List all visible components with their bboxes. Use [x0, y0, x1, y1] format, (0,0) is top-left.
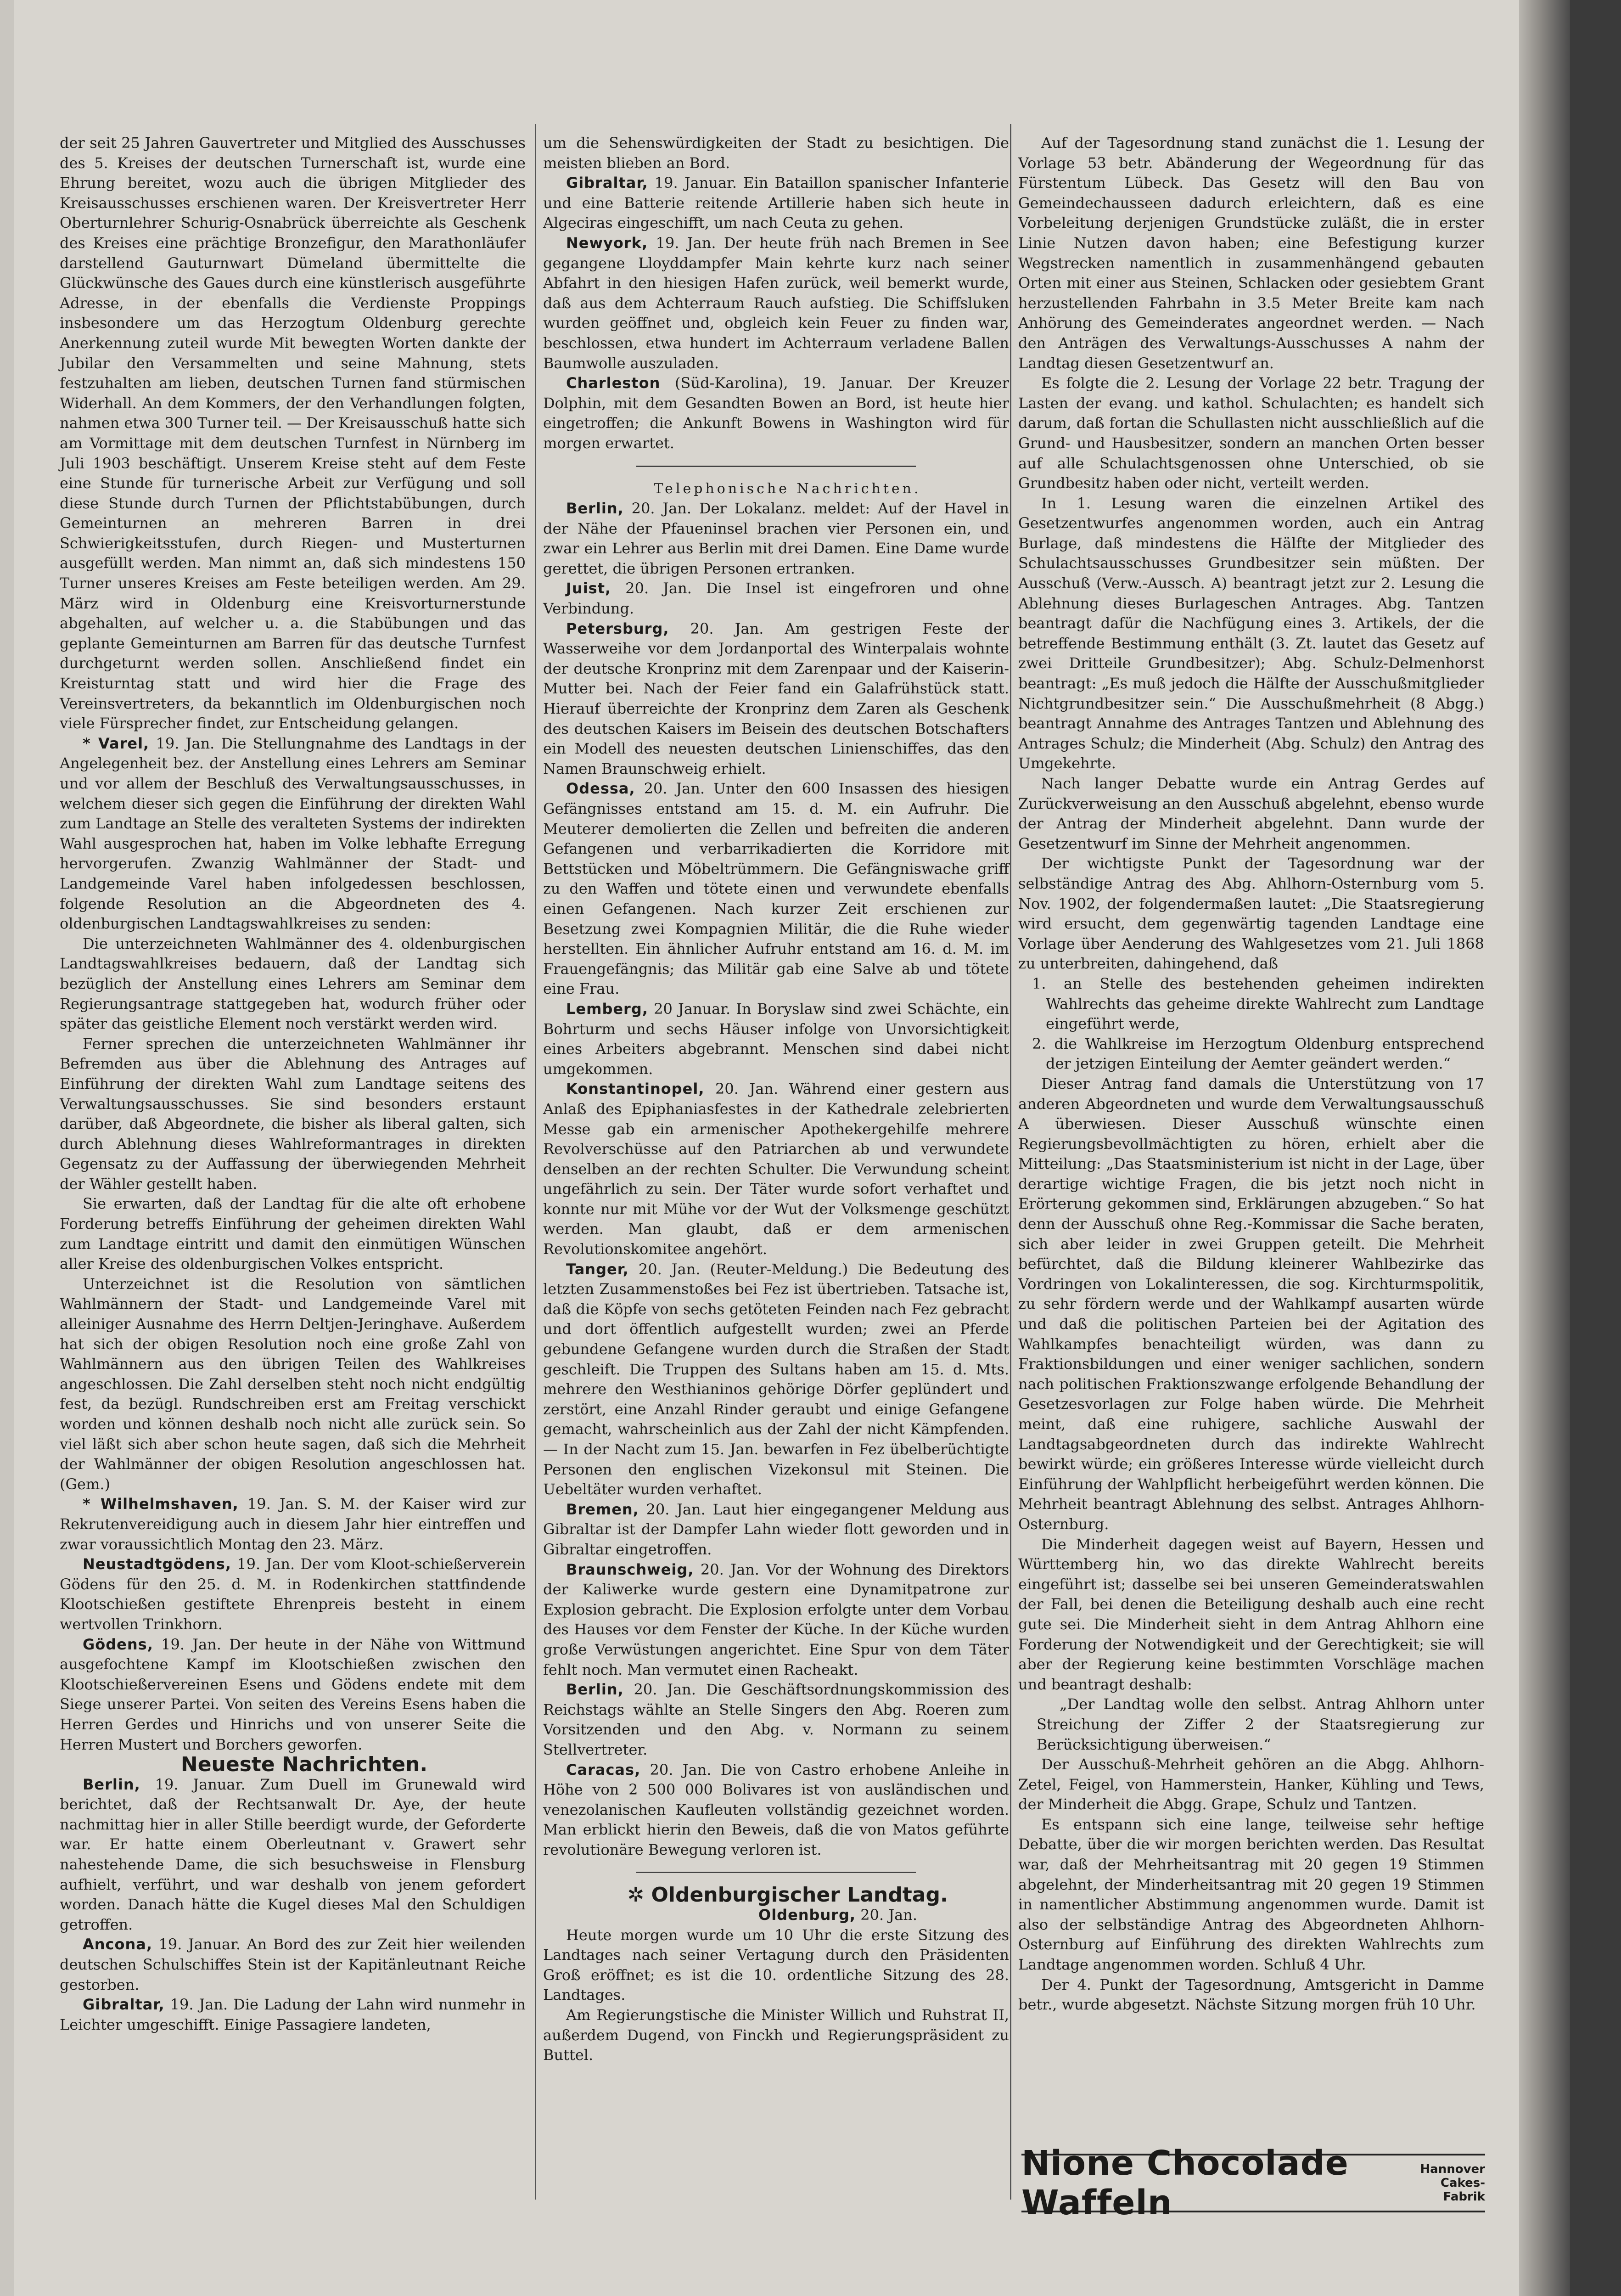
article-paragraph: Der 4. Punkt der Tagesordnung, Amtsgericht in Damme betr., wurde abgesetzt. Nächste Sitzung morgen früh 10 Uhr.	[1018, 1975, 1484, 2014]
dateline: Juist,	[566, 580, 611, 597]
advertisement	[1021, 2144, 1485, 2223]
section-heading: Telephonische Nachrichten.	[654, 480, 921, 497]
article-paragraph: Berlin, 20. Jan. Die Geschäftsordnungskommission des Reichstags wählte an Stelle Singers den Abg. Roeren zum Vorsitzenden und den Abg. v. Normann zu seinem Stellvertreter.	[543, 1681, 1009, 1758]
dateline: Braunschweig,	[566, 1560, 694, 1578]
column-rule	[535, 124, 536, 2200]
column-1	[60, 133, 526, 2035]
dateline: Neustadtgödens,	[83, 1555, 231, 1573]
article-paragraph: Konstantinopel, 20. Jan. Während einer gestern aus Anlaß des Epiphaniasfestes in der Kathedrale zelebrierten Messe gab ein armenischer Apothekergehilfe mehrere Revolverschüsse auf den Patriarchen ab und verwundete denselben an der rechten Schulter. Die Verwundung scheint ungefährlich zu sein. Der Täter wurde sofort verhaftet und konnte nur mit Mühe vor der Wut der Volksmenge geschützt werden. Man glaubt, daß er dem armenischen Revolutionskomitee angehört.	[543, 1080, 1009, 1258]
dateline: Oldenburg,	[758, 1906, 856, 1924]
article-paragraph: Juist, 20. Jan. Die Insel ist eingefroren und ohne Verbindung.	[543, 580, 1009, 618]
quote-paragraph: „Der Landtag wolle den selbst. Antrag Ahlhorn unter Streichung der Ziffer 2 der Staatsregierung zur Berücksichtigung überweisen.“	[1037, 1695, 1484, 1753]
list-item: 1. an Stelle des bestehenden geheimen indirekten Wahlrechts das geheime direkte Wahlrecht zum Landtage eingeführt werde,	[1032, 974, 1484, 1033]
article-paragraph: Neustadtgödens, 19. Jan. Der vom Kloot-schießerverein Gödens für den 25. d. M. in Rodenkirchen stattfindende Klootschießen gestiftete Ehrenpreis besteht in einem wertvollen Trinkhorn.	[60, 1555, 526, 1633]
dateline: Lemberg,	[566, 1000, 648, 1018]
article-paragraph: Tanger, 20. Jan. (Reuter-Meldung.) Die Bedeutung des letzten Zusammenstoßes bei Fez ist übertrieben. Tatsache ist, daß die Köpfe von sechs getöteten Feinden nach Fez gebracht und dort öffentlich aufgestellt wurden; zwei an Pferde gebundene Gefangene wurden durch die Straßen der Stadt geschleift. Die Truppen des Sultans haben am 15. d. Mts. mehrere den Westhianinos gehörige Dörfer geplündert und zerstört, eine Anzahl Rinder geraubt und einige Gefangene gemacht, wahrscheinlich aus der Zahl der nicht Kämpfenden. — In der Nacht zum 15. Jan. bewarfen in Fez übelberüchtigte Personen den englischen Vizekonsul mit Steinen. Die Uebeltäter wurden verhaftet.	[543, 1260, 1009, 1498]
article-paragraph: Caracas, 20. Jan. Die von Castro erhobene Anleihe in Höhe von 2 500 000 Bolivares ist von ausländischen und venezolanischen Kaufleuten vollständig gezeichnet worden. Man erblickt hierin den Beweis, daß die von Matos geführte revolutionäre Bewegung verloren ist.	[543, 1761, 1009, 1858]
dateline: Newyork,	[566, 234, 648, 252]
asterism-icon: ✲	[627, 1883, 651, 1907]
article-paragraph: Die Minderheit dagegen weist auf Bayern, Hessen und Württemberg hin, wo das direkte Wahlrecht bereits eingeführt ist; dasselbe sei bei unseren Gemeinderatswahlen der Fall, bei denen die Beteiligung deshalb auch eine recht gute sei. Die Minderheit sieht in dem Antrag Ahlhorn eine Forderung der Notwendigkeit und der Gerechtigkeit; sie will aber der Regierung keine bestimmten Vorschläge machen und beantragt deshalb:	[1018, 1535, 1484, 1693]
dateline: Charleston	[566, 374, 661, 392]
article-paragraph: Es entspann sich eine lange, teilweise sehr heftige Debatte, über die wir morgen berichten werden. Das Resultat war, daß der Mehrheitsantrag mit 20 gegen 19 Stimmen abgelehnt, der Minderheitsantrag mit 20 gegen 19 Stimmen in namentlicher Abstimmung angenommen wurde. Damit ist also der selbständige Antrag des Abgeordneten Ahlhorn-Osternburg auf Einführung des direkten Wahlrechts zum Landtage angenommen worden. Schluß 4 Uhr.	[1018, 1815, 1484, 1974]
dateline: Petersburg,	[566, 619, 669, 637]
column-3	[1018, 133, 1484, 2015]
dateline: Berlin,	[566, 1681, 624, 1699]
dateline: Gibraltar,	[566, 174, 648, 192]
article-paragraph: * Wilhelmshaven, 19. Jan. S. M. der Kaiser wird zur Rekrutenvereidigung auch in diesem Jahr hier eintreffen und zwar voraussichtlich Montag den 23. März.	[60, 1495, 526, 1553]
column-2	[543, 133, 1009, 2065]
dateline: Gödens,	[83, 1635, 153, 1653]
list-item: 2. die Wahlkreise im Herzogtum Oldenburg entsprechend der jetzigen Einteilung der Aemter geändert werden.“	[1032, 1035, 1484, 1073]
article-paragraph: Lemberg, 20 Januar. In Boryslaw sind zwei Schächte, ein Bohrturm und sechs Häuser infolge von Unvorsichtigkeit eines Arbeiters abgebrannt. Menschen sind dabei nicht umgekommen.	[543, 1000, 1009, 1078]
article-paragraph: Auf der Tagesordnung stand zunächst die 1. Lesung der Vorlage 53 betr. Abänderung der Wegeordnung für das Fürstentum Lübeck. Das Gesetz will den Bau von Gemeindechausseen dadurch erleichtern, daß es eine Vorbeleitung derjenigen Grundstücke zuläßt, die in erster Linie Nutzen davon haben; eine Befestigung kurzer Wegstrecken namentlich in zusammenhängend gebauten Orten mit einer aus Steinen, Schlacken oder gesiebtem Grant herzustellenden Fahrbahn in 3.5 Meter Breite kam nach Anhörung des Gemeinderates angeordnet werden. — Nach den Anträgen des Verwaltungs-Ausschusses A nahm der Landtag diesen Gesetzentwurf an.	[1018, 134, 1484, 372]
dateline: * Varel,	[83, 734, 150, 752]
article-paragraph: Dieser Antrag fand damals die Unterstützung von 17 anderen Abgeordneten und wurde dem Verwaltungsausschuß A überwiesen. Dieser Ausschuß wünschte einen Regierungsbevollmächtigten zu hören, erhielt aber die Mitteilung: „Das Staatsministerium ist nicht in der Lage, über derartige wichtige Fragen, die bis jetzt noch nicht in Erörterung gekommen sind, Erklärungen abzugeben.“ So hat denn der Ausschuß ohne Reg.-Kommissar die Sache beraten, sich aber leider in zwei Gruppen geteilt. Die Mehrheit befürchtet, daß die Bildung kleinerer Wahlbezirke das Vordringen von Lokalinteressen, die sog. Kirchturmspolitik, zu sehr fördern werde und der Wahlkampf ausarten würde und daß die politischen Parteien bei der Agitation des Wahlkampfes benachteiligt würden, was dann zu Fraktionsbildungen und einer weniger sachlichen, sondern nach politischen Fraktionszwange erfolgende Behandlung der Gesetzesvorlagen zur Folge haben würde. Die Mehrheit meint, daß eine ruhigere, sachliche Auswahl der Landtagsabgeordneten durch das indirekte Wahlrecht bewirkt würde; ein größeres Interesse würde vielleicht durch Einführung der Wahlpflicht herbeigeführt werden können. Die Mehrheit beantragt Ablehnung des selbst. Antrages Ahlhorn-Osternburg.	[1018, 1075, 1484, 1533]
section-heading: Neueste Nachrichten.	[180, 1753, 428, 1777]
dateline: Berlin,	[566, 500, 624, 518]
article-paragraph: Der Ausschuß-Mehrheit gehören an die Abgg. Ahlhorn-Zetel, Feigel, von Hammerstein, Hanker, Kühling und Tews, der Minderheit die Abgg. Grape, Schulz und Tantzen.	[1018, 1756, 1484, 1813]
article-paragraph: Newyork, 19. Jan. Der heute früh nach Bremen in See gegangene Lloyddampfer Main kehrte kurz nach seiner Abfahrt in den hiesigen Hafen zurück, weil bemerkt wurde, daß aus dem Achterraum Rauch aufstieg. Die Schiffsluken wurden geöffnet und, obgleich kein Feuer zu finden war, beschlossen, etwa hundert im Achterraum verladene Ballen Baumwolle auszuladen.	[543, 234, 1009, 372]
article-paragraph: Der wichtigste Punkt der Tagesordnung war der selbständige Antrag des Abg. Ahlhorn-Osternburg vom 5. Nov. 1902, der folgendermaßen lautet: „Die Staatsregierung wird ersucht, dem gegenwärtig tagenden Landtage eine Vorlage über Aenderung des Wahlgesetzes vom 21. Juli 1868 zu unterbreiten, dahingehend, daß	[1018, 855, 1484, 973]
ad-title: Nione Chocolade Waffeln	[1021, 2144, 1349, 2223]
article-paragraph: Petersburg, 20. Jan. Am gestrigen Feste der Wasserweihe vor dem Jordanportal des Winterpalais wohnte der deutsche Kronprinz mit dem Zarenpaar und der Kaiserin-Mutter bei. Nach der Feier fand ein Galafrühstück statt. Hierauf überreichte der Kronprinz dem Zaren als Geschenk des deutschen Kaisers im Beisein des deutschen Botschafters ein Modell des neuesten deutschen Linienschiffes, das den Namen Braunschweig erhielt.	[543, 619, 1009, 777]
divider	[636, 1872, 916, 1873]
dateline: Tanger,	[566, 1260, 629, 1278]
dateline: Konstantinopel,	[566, 1080, 705, 1098]
article-paragraph: Charleston (Süd-Karolina), 19. Januar. Der Kreuzer Dolphin, mit dem Gesandten Bowen an Bord, ist heute hier eingetroffen; die Ankunft Bowens in Washington wird für morgen erwartet.	[543, 374, 1009, 452]
section-heading: ✲ Oldenburgischer Landtag.	[627, 1883, 948, 1907]
article-paragraph: Berlin, 20. Jan. Der Lokalanz. meldet: Auf der Havel in der Nähe der Pfaueninsel brachen vier Personen ein, und zwar ein Lehrer aus Berlin mit drei Damen. Eine Dame wurde gerettet, die übrigen Personen ertranken.	[543, 500, 1009, 577]
article-paragraph: Bremen, 20. Jan. Laut hier eingegangener Meldung aus Gibraltar ist der Dampfer Lahn wieder flott geworden und in Gibraltar eingetroffen.	[543, 1500, 1009, 1558]
article-paragraph: um die Sehenswürdigkeiten der Stadt zu besichtigen. Die meisten blieben an Bord.	[543, 134, 1009, 172]
resolution-paragraph: Sie erwarten, daß der Landtag für die alte oft erhobene Forderung betreffs Einführung der geheimen direkten Wahl zum Landtage eintritt und damit den einmütigen Wünschen aller Kreise des oldenburgischen Volkes entspricht.	[60, 1195, 526, 1273]
divider	[636, 466, 916, 467]
article-paragraph: Gibraltar, 19. Januar. Ein Bataillon spanischer Infanterie und eine Batterie reitende Artillerie haben sich heute in Algeciras eingeschifft, um nach Ceuta zu gehen.	[543, 174, 1009, 232]
article-paragraph: Odessa, 20. Jan. Unter den 600 Insassen des hiesigen Gefängnisses entstand am 15. d. M. ein Aufruhr. Die Meuterer demolierten die Zellen und befreiten die anderen Gefangenen und verbarrikadierten die Korridore mit Bettstücken und Möbeltrümmern. Die Gefängniswache griff zu den Waffen und tötete einen und verwundete ebenfalls einen Gefangenen. Nach kurzer Zeit erschienen zur Besetzung zwei Kompagnien Militär, die die Ruhe wieder herstellten. Ein ähnlicher Aufruhr entstand am 16. d. M. im Frauengefängnis; das Militär gab eine Salve ab und tötete eine Frau.	[543, 780, 1009, 998]
dateline: Berlin,	[83, 1775, 140, 1793]
dateline: Gibraltar,	[83, 1996, 165, 2014]
article-paragraph: * Varel, 19. Jan. Die Stellungnahme des Landtags in der Angelegenheit bez. der Anstellung eines Lehrers am Seminar und vor allem der Beschluß des Verwaltungsausschusses, in welchem dieser sich gegen die Einführung der direkten Wahl zum Landtage an Stelle des veralteten Systems der indirekten Wahl ausgesprochen hat, haben im Volke lebhafte Erregung hervorgerufen. Zwanzig Wahlmänner der Stadt- und Landgemeinde Varel haben infolgedessen beschlossen, folgende Resolution an die Abgeordneten des 4. oldenburgischen Landtagswahlkreises zu senden:	[60, 734, 526, 933]
article-paragraph: Unterzeichnet ist die Resolution von sämtlichen Wahlmännern der Stadt- und Landgemeinde Varel mit alleiniger Ausnahme des Herrn Deltjen-Jeringhave. Außerdem hat sich der obigen Resolution noch eine große Zahl von Wahlmännern aus den übrigen Teilen des Wahlkreises angeschlossen. Die Zahl derselben steht noch nicht endgültig fest, da bezügl. Rundschreiben erst am Freitag verschickt worden und können deshalb noch nicht alle zurück sein. So viel läßt sich aber schon heute sagen, daß sich die Mehrheit der Wahlmänner der obigen Resolution angeschlossen hat. (Gem.)	[60, 1275, 526, 1493]
resolution-paragraph: Ferner sprechen die unterzeichneten Wahlmänner ihr Befremden aus über die Ablehnung des Antrages auf Einführung der direkten Wahl zum Landtage seitens des Verwaltungsausschusses. Sie sind besonders erstaunt darüber, daß Abgeordnete, die bisher als liberal galten, sich durch Ablehnung dieses Wahlreformantrages in direkten Gegensatz zu der Auffassung der überwiegenden Mehrheit der Wähler gestellt haben.	[60, 1035, 526, 1193]
article-paragraph: Heute morgen wurde um 10 Uhr die erste Sitzung des Landtages nach seiner Vertagung durch den Präsidenten Groß eröffnet; es ist die 10. ordentliche Sitzung des 28. Landtages.	[543, 1926, 1009, 2004]
article-paragraph: Ancona, 19. Januar. An Bord des zur Zeit hier weilenden deutschen Schulschiffes Stein ist der Kapitänleutnant Reiche gestorben.	[60, 1936, 526, 1993]
resolution-paragraph: Die unterzeichneten Wahlmänner des 4. oldenburgischen Landtagswahlkreises bedauern, daß der Landtag sich bezüglich der Anstellung eines Lehrers am Seminar dem Regierungsantrage stattgegeben hat, wodurch früher oder später das geistliche Element noch verstärkt werden wird.	[60, 934, 526, 1033]
article-paragraph: Am Regierungstische die Minister Willich und Ruhstrat II, außerdem Dugend, von Finckh und Regierungspräsident zu Buttel.	[543, 2006, 1009, 2064]
dateline: Caracas,	[566, 1761, 641, 1778]
dateline: Odessa,	[566, 780, 635, 798]
article-paragraph: Gibraltar, 19. Jan. Die Ladung der Lahn wird nunmehr in Leichter umgeschifft. Einige Passagiere landeten,	[60, 1996, 526, 2033]
dateline: Ancona,	[83, 1936, 153, 1953]
article-paragraph: Es folgte die 2. Lesung der Vorlage 22 betr. Tragung der Lasten der evang. und kathol. Schulachten; es handelt sich darum, daß fortan die Schullasten nicht ausschließlich auf die Grund- und Hausbesitzer, sondern an manchen Orten besser auf alle Schulachtsgenossen ohne Unterschied, ob sie Grundbesitz haben oder nicht, verteilt werden.	[1018, 374, 1484, 492]
article-paragraph: Gödens, 19. Jan. Der heute in der Nähe von Wittmund ausgefochtene Kampf im Klootschießen zwischen den Klootschießervereinen Esens und Gödens endete mit dem Siege unserer Partei. Von seiten des Vereins Esens haben die Herren Gerdes und Hinrichs und von unserer Seite die Herren Mustert und Borchers geworfen.	[60, 1635, 526, 1753]
article-paragraph: Berlin, 19. Januar. Zum Duell im Grunewald wird berichtet, daß der Rechtsanwalt Dr. Aye, der heute nachmittag hier in aller Stille beerdigt wurde, der Geforderte war. Er hatte einem Oberleutnant v. Grawert sehr nahestehende Dame, die sich besuchsweise in Flensburg aufhielt, verführt, und war deshalb von jenem gefordert worden. Danach hätte die Kugel dieses Mal den Schuldigen getroffen.	[60, 1775, 526, 1933]
article-paragraph: Nach langer Debatte wurde ein Antrag Gerdes auf Zurückverweisung an den Ausschuß abgelehnt, ebenso wurde der Antrag der Minderheit abgelehnt. Dann wurde der Gesetzentwurf im Sinne der Mehrheit angenommen.	[1018, 775, 1484, 852]
article-paragraph: In 1. Lesung waren die einzelnen Artikel des Gesetzentwurfes angenommen worden, auch ein Antrag Burlage, daß mindestens die Hälfte der Mitglieder des Schulachtsausschusses Grundbesitzer sein müßten. Der Ausschuß (Verw.-Aussch. A) beantragt jetzt zur 2. Lesung die Ablehnung dieses Burlageschen Antrages. Abg. Tantzen beantragt dafür die Nachfügung eines 3. Artikels, der die betreffende Bestimmung enthält (3. Zt. lautet das Gesetz auf zwei Dritteile Grundbesitzer); Abg. Schulz-Delmenhorst beantragt: „Es muß jedoch die Hälfte der Ausschußmitglieder Nichtgrundbesitzer sein.“ Die Ausschußmehrheit (8 Abgg.) beantragt Annahme des Antrages Tantzen und Ablehnung des Antrages Schulz; die Minderheit (Abg. Schulz) den Antrag des Umgekehrte.	[1018, 494, 1484, 772]
column-rule	[1010, 124, 1011, 2200]
ad-company: Hannover Cakes-Fabrik	[1420, 2162, 1485, 2204]
book-edge	[1519, 0, 1570, 2296]
article-paragraph: der seit 25 Jahren Gauvertreter und Mitglied des Ausschusses des 5. Kreises der deutschen Turnerschaft ist, wurde eine Ehrung bereitet, wozu auch die übrigen Mitglieder des Kreisausschusses erschienen waren. Der Kreisvertreter Herr Oberturnlehrer Schurig-Osnabrück überreichte als Geschenk des Kreises eine prächtige Bronzefigur, den Marathonläufer darstellend Gauturnwart Dümeland übermittelte die Glückwünsche des Gaues durch eine künstlerisch ausgeführte Adresse, in der ebenfalls die Verdienste Proppings insbesondere um das Herzogtum Oldenburg gerechte Anerkennung zuteil wurde Mit bewegten Worten dankte der Jubilar den Versammelten und seine Mahnung, stets festzuhalten am lieben, deutschen Turnen fand stürmischen Widerhall. An dem Kommers, der den Verhandlungen folgten, nahmen etwa 300 Turner teil. — Der Kreisausschuß hatte sich am Vormittage mit dem deutschen Turnfest in Nürnberg im Juli 1903 beschäftigt. Unserem Kreise steht auf dem Feste eine Stunde für turnerische Arbeit zur Verfügung und soll diese Stunde durch Turnen der Pflichtstabübungen, durch Gemeinturnen an mehreren Barren in drei Schwierigkeitsstufen, durch Riegen- und Musterturnen ausgefüllt werden. Man nimmt an, daß sich mindestens 150 Turner unseres Kreises am Feste beteiligen werden. Am 29. März wird in Oldenburg eine Kreisvorturnerstunde abgehalten, auf welcher u. a. die Stabübungen und das geplante Gemeinturnen am Barren für das deutsche Turnfest durchgeturnt werden sollen. Anschließend findet ein Kreisturntag statt und wird hier die Frage des Vereinsvertreters, da bekanntlich im Oldenburgischen noch viele Fürsprecher findet, zur Entscheidung gelangen.	[60, 134, 526, 732]
dateline: * Wilhelmshaven,	[83, 1495, 239, 1513]
article-dateline: Oldenburg, 20. Jan.	[758, 1906, 917, 1924]
dateline: Bremen,	[566, 1500, 639, 1518]
article-paragraph: Braunschweig, 20. Jan. Vor der Wohnung des Direktors der Kaliwerke wurde gestern eine Dynamitpatrone zur Explosion gebracht. Die Explosion erfolgte unter dem Vorbau des Hauses vor dem Fenster der Küche. In der Küche wurden große Verwüstungen angerichtet. Eine Spur von dem Täter fehlt noch. Man vermutet einen Racheakt.	[543, 1560, 1009, 1678]
